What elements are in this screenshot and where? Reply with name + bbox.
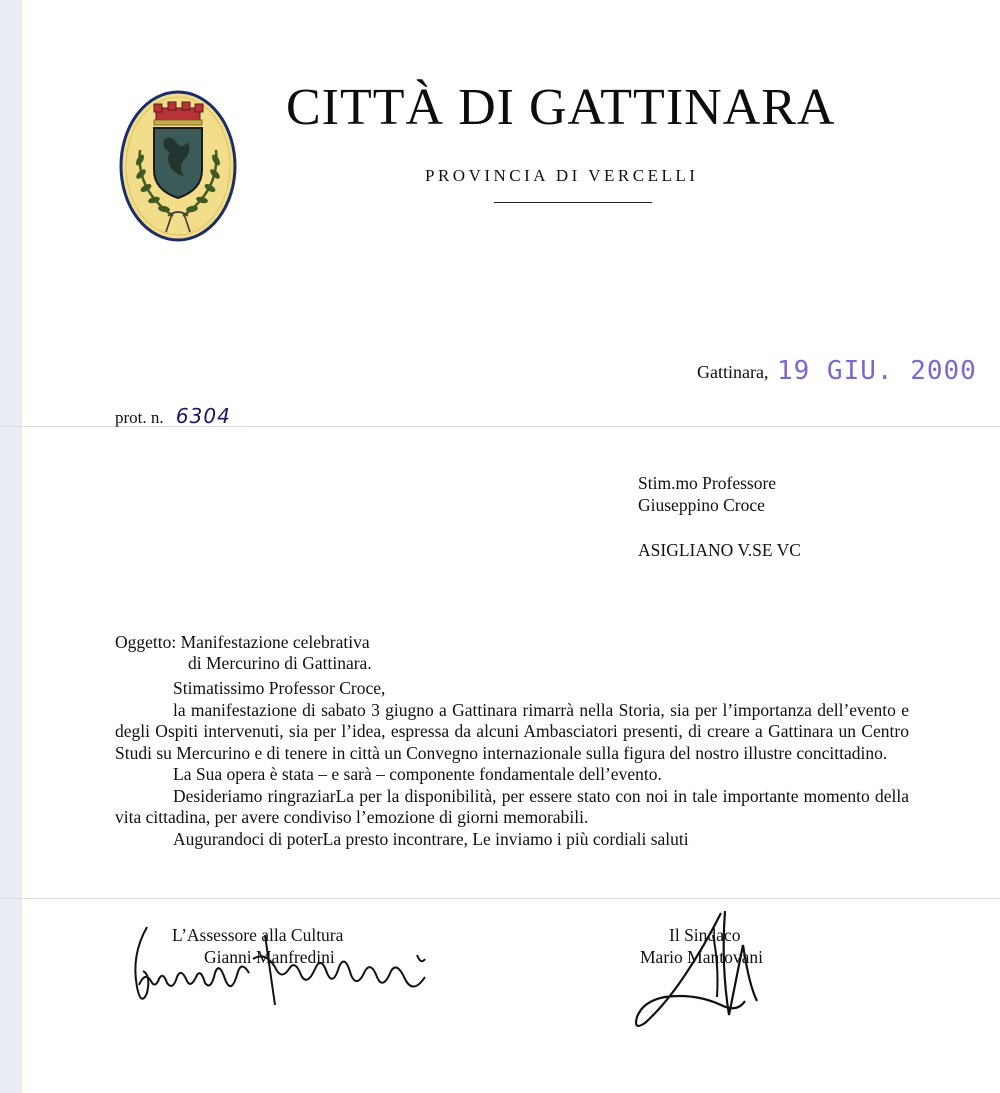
subject-label: Oggetto: <box>115 632 177 652</box>
fold-line <box>0 898 1000 899</box>
coat-of-arms-logo <box>118 90 238 242</box>
signatory-left-title: L’Assessore alla Cultura <box>172 925 344 945</box>
letter-paragraph: Desideriamo ringraziarLa per la disponibilità, per essere stato con noi in tale importante momento della vita cittadina, per avere condiviso l’emozione di giorni memorabili. <box>115 785 909 827</box>
recipient-name: Giuseppino Croce <box>638 495 765 515</box>
protocol-number: 6304 <box>175 404 231 428</box>
recipient-salutation: Stim.mo Professore <box>638 473 777 493</box>
date-place: Gattinara, <box>697 362 769 382</box>
date-line <box>697 356 977 386</box>
recipient-city: ASIGLIANO V.SE VC <box>638 540 801 560</box>
subject-line2: di Mercurino di Gattinara. <box>188 653 372 673</box>
handwritten-signature-right <box>625 905 785 1035</box>
protocol-line <box>115 404 231 428</box>
letter-body <box>115 678 909 850</box>
subject-line1: Manifestazione celebrativa <box>180 632 370 652</box>
letter-salutation: Stimatissimo Professor Croce, <box>173 678 386 698</box>
subject-block <box>115 632 372 674</box>
signatory-right-name: Mario Mantovani <box>640 946 763 967</box>
date-stamp: 19 GIU. 2000 <box>776 356 977 386</box>
letter-closing: Augurandoci di poterLa presto incontrare, Le inviamo i più cordiali saluti <box>173 828 689 849</box>
handwritten-signature-left <box>125 915 445 1025</box>
recipient-address <box>638 472 776 516</box>
scan-edge <box>0 0 22 1093</box>
signatory-left-name: Gianni Manfredini <box>204 946 335 967</box>
protocol-label: prot. n. <box>115 408 164 427</box>
letter-paragraph: La Sua opera è stata – e sarà – componente fondamentale dell’evento. <box>173 764 662 784</box>
letterhead-divider <box>494 202 652 203</box>
letter-paragraph: la manifestazione di sabato 3 giugno a Gattinara rimarrà nella Storia, sia per l’importanza dell’evento e degli Ospiti intervenuti, sia per l’idea, espressa da alcuni Ambasciatori presenti, di creare a Gattinara un Centro Studi su Mercurino e di tenere in città un Convegno internazionale sulla figura del nostro illustre concittadino. <box>115 699 909 763</box>
signatory-right-title: Il Sindaco <box>669 925 741 945</box>
letterhead-subtitle: PROVINCIA DI VERCELLI <box>425 166 699 185</box>
letterhead-title: CITTÀ DI GATTINARA <box>286 79 836 136</box>
